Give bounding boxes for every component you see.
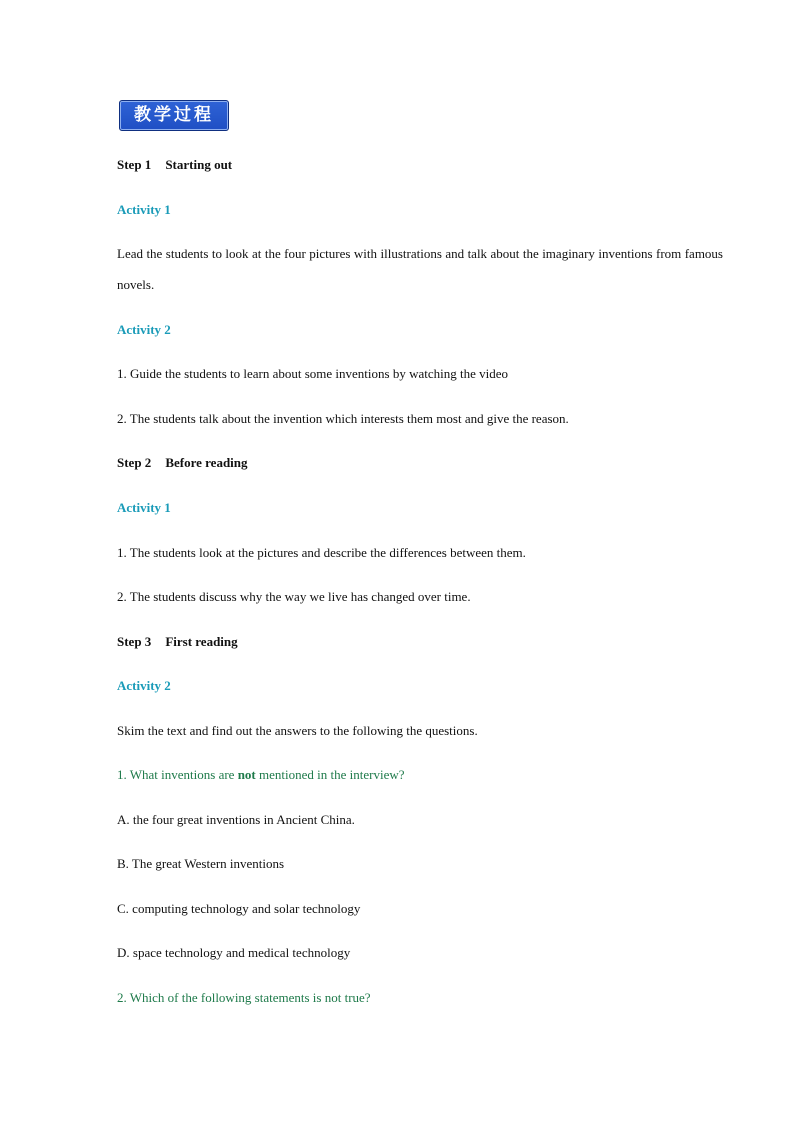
step-2-title: Before reading xyxy=(165,455,248,470)
question-1-option-c: C. computing technology and solar technology xyxy=(117,901,361,916)
step-1-activity-1-label: Activity 1 xyxy=(117,202,171,217)
question-2: 2. Which of the following statements is not true? xyxy=(117,990,371,1005)
question-1-option-b: B. The great Western inventions xyxy=(117,856,285,871)
question-1-before: 1. What inventions are xyxy=(117,767,238,782)
step-3-activity-2-label: Activity 2 xyxy=(117,678,171,693)
question-1-after: mentioned in the interview? xyxy=(255,767,405,782)
step-2-activity-1-item-2: 2. The students discuss why the way we live has changed over time. xyxy=(117,589,471,604)
step-1-number: Step 1 xyxy=(117,157,152,172)
question-1-option-a: A. the four great inventions in Ancient China. xyxy=(117,812,355,827)
step-2-number: Step 2 xyxy=(117,455,152,470)
step-1-title: Starting out xyxy=(165,157,233,172)
step-1-activity-2-item-2: 2. The students talk about the invention which interests them most and give the reason. xyxy=(117,411,569,426)
question-1 xyxy=(117,767,405,783)
step-3-number: Step 3 xyxy=(117,634,152,649)
step-1-activity-2-item-1: 1. Guide the students to learn about some inventions by watching the video xyxy=(117,366,509,381)
question-1-emphasis: not xyxy=(237,767,256,782)
section-banner-teaching-process: 教学过程 xyxy=(119,100,229,131)
step-3-heading xyxy=(117,634,238,650)
question-1-option-d: D. space technology and medical technology xyxy=(117,945,351,960)
step-1-heading xyxy=(117,157,232,173)
step-3-title: First reading xyxy=(165,634,238,649)
step-2-activity-1-label: Activity 1 xyxy=(117,500,171,515)
step-3-instruction: Skim the text and find out the answers to the following the questions. xyxy=(117,723,478,738)
step-2-heading xyxy=(117,455,248,471)
step-2-activity-1-item-1: 1. The students look at the pictures and describe the differences between them. xyxy=(117,545,526,560)
step-1-activity-2-label: Activity 2 xyxy=(117,322,171,337)
step-1-activity-1-text: Lead the students to look at the four pictures with illustrations and talk about the imaginary inventions from famous novels. xyxy=(117,246,723,292)
